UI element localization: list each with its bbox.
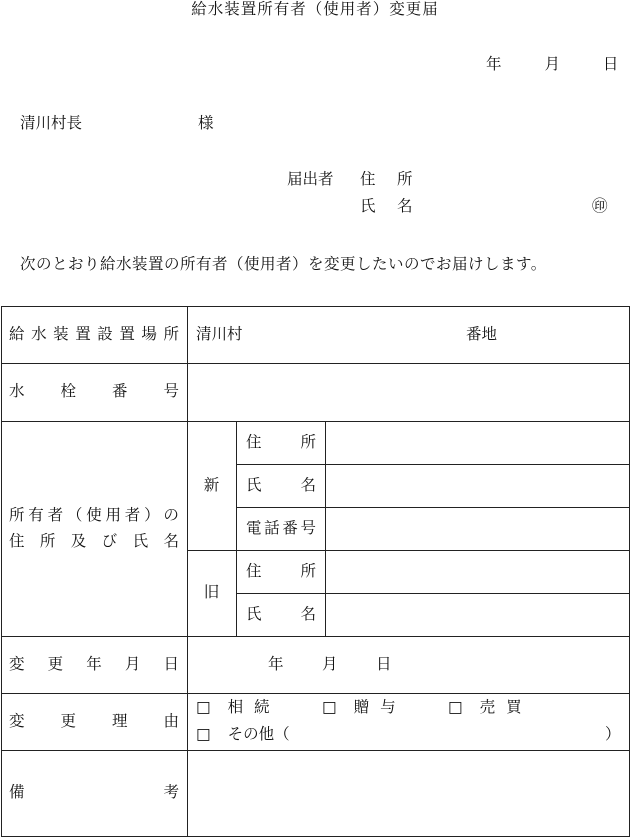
reason-other-input[interactable] xyxy=(300,724,600,744)
remarks-label: 備 考 xyxy=(9,783,179,802)
owner-label xyxy=(9,421,179,636)
addressee-honorific: 様 xyxy=(198,114,214,132)
applicant-address-label: 住 所 xyxy=(360,170,416,188)
checkbox-icon[interactable]: □ xyxy=(196,725,211,743)
location-lot-label: 番地 xyxy=(466,324,498,343)
new-address-input[interactable] xyxy=(328,424,626,461)
reason-other-label: その他（ xyxy=(227,725,290,743)
new-phone-label: 電 話 番 号 xyxy=(246,518,316,537)
location-label-text: 給 水 装 置 設 置 場 所 xyxy=(9,324,179,343)
reason-option-other[interactable] xyxy=(196,727,290,743)
seal-mark: ㊞ xyxy=(592,197,608,215)
checkbox-icon[interactable]: □ xyxy=(448,698,463,716)
checkbox-icon[interactable]: □ xyxy=(196,698,211,716)
change-date-month: 月 xyxy=(322,654,338,673)
old-name-label: 氏 名 xyxy=(246,604,316,623)
reason-option-label: 贈与 xyxy=(353,698,407,716)
form-title: 給水装置所有者（使用者）変更届 xyxy=(191,0,439,18)
owner-label-line2: 住 所 及 び 氏 名 xyxy=(9,531,179,550)
change-date-day: 日 xyxy=(376,654,392,673)
owner-new-label: 新 xyxy=(203,475,220,494)
old-address-label: 住 所 xyxy=(246,561,316,580)
reason-option-sale[interactable] xyxy=(448,700,533,716)
date-day-label: 日 xyxy=(602,55,619,73)
reason-option-label: 売買 xyxy=(479,698,533,716)
intro-text: 次のとおり給水装置の所有者（使用者）を変更したいのでお届けします。 xyxy=(20,255,547,273)
location-village: 清川村 xyxy=(196,324,243,343)
location-input[interactable] xyxy=(260,310,460,360)
reason-option-inheritance[interactable] xyxy=(196,700,281,716)
owner-old-label: 旧 xyxy=(203,583,220,602)
change-date-label: 変 更 年 月 日 xyxy=(9,654,179,673)
owner-label-line1: 所 有 者 （ 使 用 者 ） の xyxy=(9,506,179,524)
addressee-name: 清川村長 xyxy=(20,114,83,132)
hydrant-label: 水 栓 番 号 xyxy=(9,382,179,401)
reason-label: 変 更 理 由 xyxy=(9,711,179,730)
old-name-input[interactable] xyxy=(328,596,626,633)
reason-option-gift[interactable] xyxy=(322,700,407,716)
new-phone-input[interactable] xyxy=(328,510,626,547)
old-address-input[interactable] xyxy=(328,553,626,590)
location-label xyxy=(9,306,179,363)
new-name-input[interactable] xyxy=(328,467,626,504)
checkbox-icon[interactable]: □ xyxy=(322,698,337,716)
date-year-label: 年 xyxy=(486,55,502,73)
new-name-label: 氏 名 xyxy=(246,475,316,494)
reason-other-close: ） xyxy=(605,725,621,743)
hydrant-input[interactable] xyxy=(190,366,626,418)
date-month-label: 月 xyxy=(544,55,560,73)
applicant-name-label: 氏 名 xyxy=(360,197,416,215)
remarks-input[interactable] xyxy=(190,753,626,833)
new-address-label: 住 所 xyxy=(246,432,316,451)
reason-option-label: 相続 xyxy=(227,698,281,716)
change-date-year: 年 xyxy=(268,654,284,673)
applicant-label: 届出者 xyxy=(287,170,334,188)
